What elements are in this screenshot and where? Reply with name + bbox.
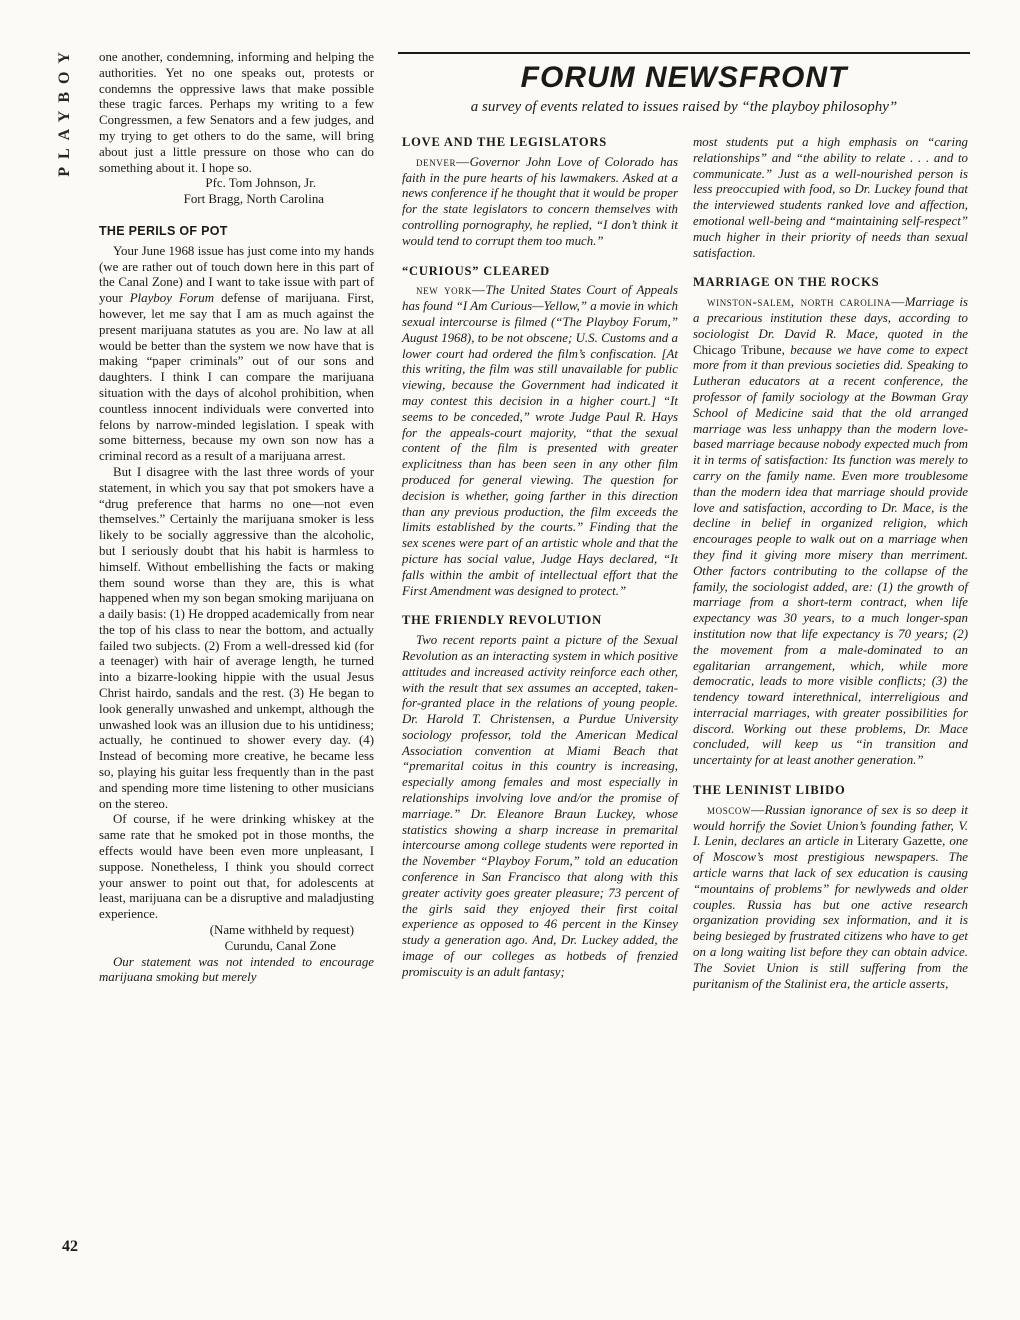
news-paragraph: winston-salem, north carolina—Marriage is a precarious institution these days, according to sociologist Dr. David R. Mace, quoted in the Chicago Tribune, because we have come to expect more from it than previous societies did. Speaking to Lutheran educators at a recent conference, the professor of family sociology at the Bowman Gray School of Medicine said that the old arranged marriage was less unhappy than the modern love-based marriage because nobody expected much from it in terms of satisfaction: Its function was merely to carry on the family name. Even more troublesome than the modern idea that marriage should provide love and satisfaction, according to Dr. Mace, is the decline in belief in organized religion, which encourages people to walk out on a marriage when they find it giving more misery than merriment. Other factors contributing to the collapse of the family, the sociologist added, are: (1) the growth of marriage from a short-term contract, when life expectancy was 30 years, to a much longer-span institution now that life expectancy is 70 years; (2) the movement from a male-dominated to an egalitarian arrangement, which, while more democratic, leads to more visible conflicts; (3) the tendency toward interethnical, interreligious and interracial marriages, with greater possibilities for discord. Working out these problems, Dr. Mace concluded, will keep us “in transition and uncertainty for at least another generation.”	[693, 295, 968, 768]
magazine-sidebar-label: PLAYBOY	[56, 44, 73, 177]
letter-heading: THE PERILS OF POT	[99, 223, 228, 238]
letter-signature-name: (Name withheld by request)	[209, 923, 354, 938]
news-heading: MARRIAGE ON THE ROCKS	[693, 275, 880, 290]
news-heading: THE FRIENDLY REVOLUTION	[402, 613, 602, 628]
news-paragraph: new york—The United States Court of Appeals has found “I Am Curious—Yellow,” a movie in which sexual intercourse is filmed (“The Playboy Forum,” August 1968), to be not obscene; U.S. Customs and a lower court had ordered the film’s confiscation. [At this writing, the film was still unavailable for public viewing, because the Government had indicated it may contest this decision in a higher court.] “It seems to be conceded,” wrote Judge Paul R. Hays for the appeals-court majority, “that the sexual content of the film is presented with greater explicitness than has been seen in any other film produced for general viewing. The question for decision is whether, going farther in this direction than any previous production, the film exceeds the limits established by the courts.” Finding that the sex scenes were part of an artistic whole and that the picture has social value, Judge Hays declared, “It falls within the ambit of intellectual effort that the First Amendment was designed to protect.”	[402, 283, 678, 598]
section-subtitle: a survey of events related to issues raised by “the playboy philosophy”	[470, 99, 898, 115]
news-heading: THE LENINIST LIBIDO	[693, 783, 846, 798]
news-paragraph: denver—Governor John Love of Colorado has faith in the pure hearts of his lawmakers. Asked at a news conference if he thought that it would be proper for the state legislators to concern themselves with controlling pornography, he replied, “I don’t think it would tend to corrupt them too much.”	[402, 154, 678, 248]
news-paragraph: Two recent reports paint a picture of the Sexual Revolution as an interacting system in which positive attitudes and increased activity reinforce each other, with the result that sex assumes an accepted, taken-for-granted place in the relations of young people. Dr. Harold T. Christensen, a Purdue University sociology professor, told the American Medical Association convention at Miami Beach that “premarital coitus in this country is increasing, especially among females and most especially in relationships involving love and/or the promise of marriage.” Dr. Eleanore Braun Luckey, whose statistics showing a sharp increase in premarital intercourse among college students were reported in the November “Playboy Forum,” told an education conference in San Francisco that along with this greater activity goes greater pleasure; 73 percent of the girls said they enjoyed their first coital experience as opposed to 46 percent in the Kinsey study a generation ago. And, Dr. Luckey added, the image of our colleges as hotbeds of frenzied promiscuity is an adult fantasy;	[402, 633, 678, 979]
letter-paragraph: Your June 1968 issue has just come into my hands (we are rather out of touch down here in this part of the Canal Zone) and I want to take issue with part of your Playboy Forum defense of marijuana. First, however, let me say that I am as much against the present marijuana statutes as you are. No law at all would be better than the system we now have that is making “paper criminals” out of our sons and daughters. I think I can compare the marijuana situation with the days of alcohol prohibition, when countless innocent individuals were converted into felons by narrow-minded legislation. I speak with some bitterness, because my own son now has a criminal record as a result of a marijuana arrest.	[99, 243, 374, 464]
letter-paragraph: But I disagree with the last three words of your statement, in which you say that pot smokers have a “drug preference that harms no one—not even themselves.” Certainly the marijuana smoker is less likely to be socially aggressive than the alcoholic, but I seriously doubt that his habit is harmless to himself. Without embellishing the facts or making them sound worse than they are, this is what happened when my son began smoking marijuana on a daily basis: (1) He dropped academically from near the top of his class to near the bottom, and actually failed two subjects. (2) From a well-dressed kid (for a teenager) with hair of average length, he turned into a bizarre-looking hippie with the usual Jesus Christ hairdo, sandals and the rest. (3) He began to look generally unwashed and unkempt, although the unwashed look was an illusion due to his untidiness; actually, he continued to shower every day. (4) Instead of becoming more creative, he became less so, playing his guitar less frequently than in the past and spending more time listening to other musicians on the stereo.	[99, 464, 374, 811]
news-heading: “CURIOUS” CLEARED	[402, 263, 550, 278]
news-column-left	[402, 135, 678, 981]
news-paragraph: most students put a high emphasis on “caring relationships” and “the ability to relate . . . and to communicate.” Just as a well-nourished person is less preoccupied with food, so Dr. Luckey found that the interviewed students ranked love and affection, emotional well-being and “maintaining self-respect” much higher in their priority of needs than sexual satisfaction.	[693, 135, 968, 260]
forum-header	[398, 52, 970, 116]
news-paragraph: moscow—Russian ignorance of sex is so deep it would horrify the Soviet Union’s founding father, V. I. Lenin, declares an article in Literary Gazette, one of Moscow’s most prestigious newspapers. The article warns that lack of sex education is causing “mountains of problems” for newlyweds and older couples. Russia has but one active research organization providing sex information, and it is being besieged by frustrated citizens who have to get on a long waiting list before they can obtain advice. The Soviet Union is still suffering from the puritanism of the Stalinist era, the article asserts,	[693, 802, 968, 991]
header-rule	[398, 52, 970, 54]
letter-signature-place: Fort Bragg, North Carolina	[183, 192, 324, 207]
letter-intro-paragraph: one another, condemning, informing and helping the authorities. Yet no one speaks out, protests or condemns the oppressive laws that make possible these tragic farces. Perhaps my writing to a few Congressmen, a few Senators and a few judges, and my trying to get others to do the same, will bring about just a little pressure on those who can do something about it. I hope so.	[99, 50, 374, 175]
news-column-right	[693, 135, 968, 992]
letter-paragraph: Of course, if he were drinking whiskey at the same rate that he smoked pot in those months, the effects would have been even more unpleasant, I suppose. Nonetheless, I think you should correct your answer to point out that, for adolescents at least, marijuana can be a disruptive and maladjusting experience.	[99, 812, 374, 922]
letter-signature-place: Curundu, Canal Zone	[224, 938, 336, 953]
letter-signature-name: Pfc. Tom Johnson, Jr.	[205, 176, 316, 191]
news-heading: LOVE AND THE LEGISLATORS	[402, 135, 608, 149]
editor-reply: Our statement was not intended to encourage marijuana smoking but merely	[99, 954, 374, 985]
letters-column	[99, 50, 374, 986]
section-title: FORUM NEWSFRONT	[520, 61, 848, 94]
page-number: 42	[62, 1238, 78, 1255]
